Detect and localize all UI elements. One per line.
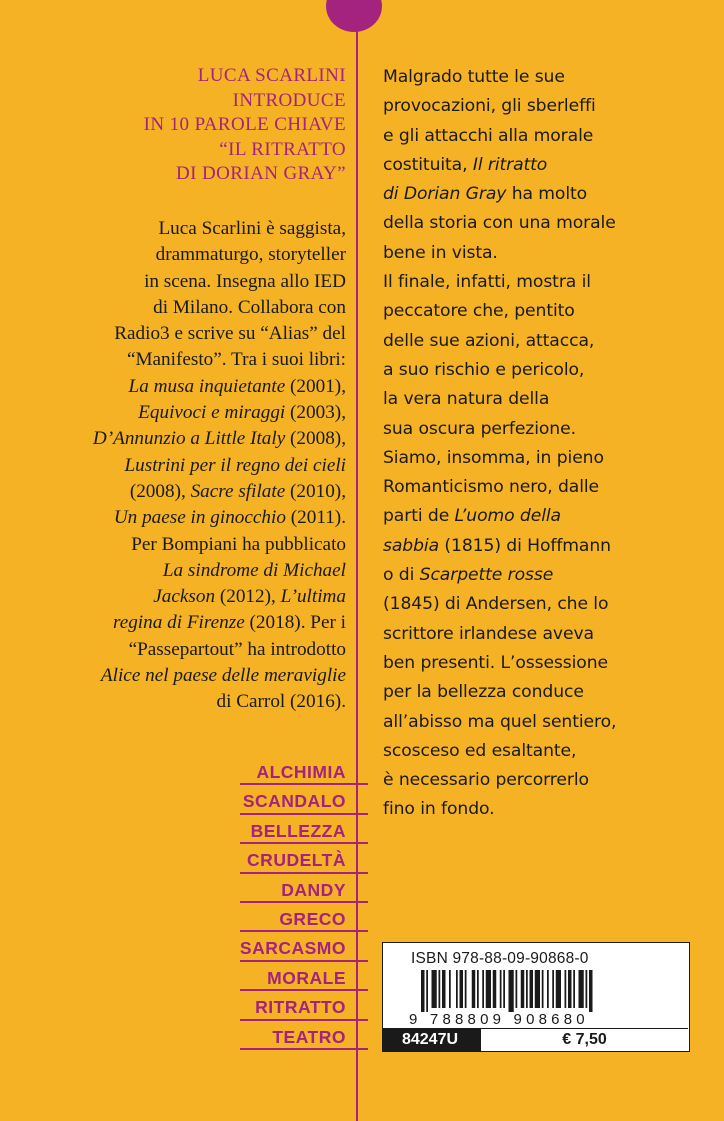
book-title: Equivoci e miraggi bbox=[138, 402, 286, 424]
keyword-label: DANDY bbox=[281, 879, 346, 900]
keyword-item bbox=[240, 909, 346, 938]
decorative-vertical-line bbox=[356, 28, 358, 1121]
barcode-bar bbox=[586, 970, 588, 1008]
bio-text: (2008), bbox=[129, 480, 191, 502]
barcode-bar bbox=[439, 970, 441, 1008]
barcode-digits: 9 788809 908680 bbox=[409, 1011, 589, 1026]
keyword-item bbox=[240, 791, 346, 820]
bio-text: (2018). Per i bbox=[244, 612, 346, 634]
book-title: Alice nel paese delle meraviglie bbox=[100, 665, 346, 687]
blurb-line: fino in fondo. bbox=[383, 799, 495, 820]
blurb-line: a suo rischio e pericolo, bbox=[383, 359, 585, 380]
blurb-line: Malgrado tutte le sue bbox=[383, 67, 565, 87]
blurb-line: per la bellezza conduce bbox=[383, 682, 584, 703]
keyword-label: ALCHIMIA bbox=[256, 762, 346, 782]
barcode-bar bbox=[547, 970, 549, 1008]
blurb-text: costituita, bbox=[383, 154, 473, 175]
blurb-line: peccatore che, pentito bbox=[383, 301, 575, 322]
bio-text: (2010), bbox=[285, 480, 346, 502]
keyword-label: CRUDELTÀ bbox=[247, 850, 346, 871]
bio-line: di Milano. Collabora con bbox=[153, 296, 346, 318]
blurb-line bbox=[383, 151, 616, 180]
bio-line bbox=[93, 505, 346, 531]
barcode-bar bbox=[472, 970, 476, 1008]
barcode-bar bbox=[493, 970, 497, 1008]
bio-line: di Carrol (2016). bbox=[216, 691, 346, 713]
barcode-bar bbox=[426, 970, 428, 1012]
barcode-bar bbox=[477, 970, 479, 1008]
barcode-bar bbox=[530, 970, 534, 1008]
book-title: La sindrome di Michael bbox=[162, 559, 346, 581]
blurb-line: Siamo, insomma, in pieno bbox=[383, 447, 604, 468]
bio-line bbox=[93, 400, 346, 426]
barcode-bar bbox=[535, 970, 540, 1008]
blurb-line: scosceso ed esaltante, bbox=[383, 740, 577, 761]
blurb-line bbox=[383, 561, 616, 590]
bio-line bbox=[93, 584, 346, 610]
keyword-label: BELLEZZA bbox=[250, 820, 346, 841]
barcode-bar bbox=[500, 970, 502, 1008]
blurb-line: Il finale, infatti, mostra il bbox=[383, 272, 591, 293]
product-code: 84247U bbox=[383, 1028, 477, 1051]
barcode-bar bbox=[516, 970, 518, 1008]
book-title: D’Annunzio a Little Italy bbox=[92, 428, 286, 450]
barcode-bar bbox=[542, 970, 544, 1008]
bio-line bbox=[93, 374, 346, 400]
bio-line bbox=[93, 558, 346, 584]
bio-line bbox=[93, 426, 346, 452]
bio-text: (2001), bbox=[285, 375, 346, 397]
blurb-line: è necessario percorrerlo bbox=[383, 770, 589, 791]
barcode-bar bbox=[503, 970, 505, 1008]
isbn-label: ISBN 978-88-09-90868-0 bbox=[411, 950, 589, 967]
bio-line bbox=[93, 479, 346, 505]
keyword-item bbox=[240, 968, 346, 997]
bio-line bbox=[93, 453, 346, 479]
blurb-line: bene in vista. bbox=[383, 242, 498, 263]
barcode-bar bbox=[460, 970, 464, 1008]
keyword-label: GRECO bbox=[279, 908, 346, 929]
book-title: Jackson bbox=[153, 586, 216, 608]
barcode-bar bbox=[526, 970, 528, 1008]
bio-line: “Manifesto”. Tra i suoi libri: bbox=[126, 349, 346, 371]
title-line: LUCA SCARLINI bbox=[197, 65, 346, 86]
author-bio bbox=[93, 216, 346, 716]
book-title: Sacre sfilate bbox=[190, 480, 286, 502]
barcode-bar bbox=[432, 970, 437, 1008]
book-blurb bbox=[383, 63, 616, 825]
bio-text: (2012), bbox=[215, 586, 281, 608]
blurb-line: all’abisso ma quel sentiero, bbox=[383, 711, 617, 732]
blurb-line: provocazioni, gli sberleffi bbox=[383, 96, 596, 117]
book-title: L’ultima bbox=[280, 586, 346, 608]
bio-line: Radio3 e scrive su “Alias” del bbox=[114, 323, 346, 345]
blurb-line bbox=[383, 502, 616, 531]
book-title: L’uomo della bbox=[454, 506, 561, 527]
bio-line: “Passepartout” ha introdotto bbox=[128, 638, 346, 660]
book-title: Lustrini per il regno dei cieli bbox=[124, 454, 346, 476]
blurb-text: (1815) di Hoffmann bbox=[439, 535, 611, 556]
book-title: regina di Firenze bbox=[112, 612, 245, 634]
barcode-bar bbox=[556, 970, 561, 1008]
blurb-line: scrittore irlandese aveva bbox=[383, 623, 594, 644]
barcode-bar bbox=[421, 970, 425, 1012]
keyword-label: SCANDALO bbox=[242, 791, 346, 812]
blurb-line bbox=[383, 532, 616, 561]
book-title: Un paese in ginocchio bbox=[113, 507, 286, 529]
book-title: sabbia bbox=[383, 535, 440, 556]
blurb-line: Romanticismo nero, dalle bbox=[383, 477, 600, 498]
barcode-graphic bbox=[409, 970, 669, 1026]
barcode-bar bbox=[456, 970, 458, 1008]
keyword-label: SARCASMO bbox=[239, 938, 346, 959]
blurb-line: delle sue azioni, attacca, bbox=[383, 330, 595, 351]
barcode-bar bbox=[442, 970, 446, 1008]
blurb-text: ha molto bbox=[506, 184, 588, 205]
book-title: Il ritratto bbox=[472, 154, 548, 175]
bio-line: drammaturgo, storyteller bbox=[155, 244, 346, 266]
keyword-item bbox=[240, 938, 346, 967]
bio-line: Luca Scarlini è saggista, bbox=[158, 218, 346, 239]
blurb-line: della storia con una morale bbox=[383, 213, 616, 234]
barcode-bar bbox=[449, 970, 451, 1008]
keyword-label: TEATRO bbox=[272, 1026, 346, 1047]
keyword-item bbox=[240, 821, 346, 850]
blurb-text: o di bbox=[383, 565, 420, 586]
title-line: DI DORIAN GRAY” bbox=[176, 163, 346, 184]
bio-line: Per Bompiani ha pubblicato bbox=[131, 533, 346, 555]
keyword-label: RITRATTO bbox=[255, 997, 346, 1018]
bio-line: in scena. Insegna allo IED bbox=[144, 270, 346, 292]
blurb-line: ben presenti. L’ossessione bbox=[383, 652, 608, 673]
bio-text: (2011). bbox=[285, 507, 346, 529]
book-title: di Dorian Gray bbox=[383, 184, 507, 205]
blurb-line: (1845) di Andersen, che lo bbox=[383, 594, 609, 615]
keyword-item bbox=[240, 997, 346, 1026]
barcode-bar bbox=[486, 970, 491, 1008]
barcode-bars bbox=[421, 970, 593, 1012]
bio-text: (2008), bbox=[285, 428, 346, 450]
barcode-bar bbox=[568, 970, 572, 1008]
book-title: Scarpette rosse bbox=[419, 565, 554, 586]
barcode-bar bbox=[579, 970, 584, 1008]
decorative-circle bbox=[326, 0, 382, 32]
keyword-label: MORALE bbox=[267, 967, 346, 988]
keyword-item bbox=[240, 880, 346, 909]
title-line: “IL RITRATTO bbox=[219, 138, 346, 160]
barcode-bar bbox=[482, 970, 484, 1008]
barcode-bar bbox=[509, 970, 514, 1012]
barcode-bar bbox=[565, 970, 567, 1008]
keyword-list bbox=[240, 762, 346, 1056]
keyword-item bbox=[240, 850, 346, 879]
bio-line bbox=[93, 610, 346, 636]
bio-line bbox=[93, 663, 346, 689]
barcode-bar bbox=[552, 970, 554, 1008]
title-line: INTRODUCE bbox=[232, 89, 346, 111]
barcode-bar bbox=[521, 970, 525, 1008]
bio-text: (2003), bbox=[285, 402, 346, 424]
keyword-item bbox=[240, 762, 346, 791]
barcode-bar bbox=[589, 970, 593, 1012]
blurb-text: parti de bbox=[383, 506, 455, 527]
keyword-item bbox=[240, 1027, 346, 1056]
price-label: € 7,50 bbox=[481, 1028, 688, 1051]
book-title: La musa inquietante bbox=[128, 375, 286, 397]
barcode-bar bbox=[465, 970, 467, 1008]
blurb-line: e gli attacchi alla morale bbox=[383, 125, 594, 146]
introduction-title bbox=[144, 64, 346, 187]
barcode-bar bbox=[573, 970, 575, 1008]
title-line: IN 10 PAROLE CHIAVE bbox=[143, 114, 346, 135]
blurb-line: la vera natura della bbox=[383, 389, 550, 410]
blurb-line: sua oscura perfezione. bbox=[383, 418, 576, 439]
blurb-line bbox=[383, 180, 616, 209]
barcode-panel bbox=[382, 942, 690, 1052]
